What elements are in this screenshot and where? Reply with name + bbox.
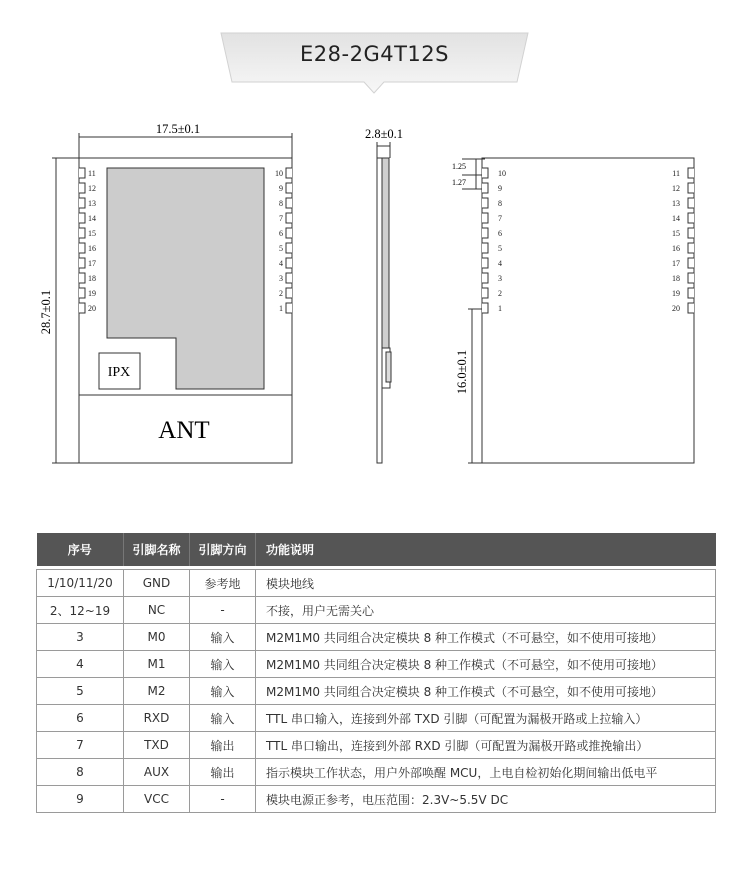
- table-row: [37, 732, 716, 759]
- pin-label-front-right: 2: [279, 289, 283, 298]
- pin-pad-back-left: [482, 273, 488, 283]
- pin-pad-back-right: [688, 243, 694, 253]
- pin-pad-front-left: [79, 273, 85, 283]
- header-function: 功能说明: [256, 533, 716, 566]
- pin-label-back-right: 16: [672, 244, 680, 253]
- pin-pad-back-right: [688, 183, 694, 193]
- pin-pad-front-right: [286, 183, 292, 193]
- thickness-dimension: 2.8±0.1: [364, 127, 404, 141]
- pin-label-back-left: 6: [498, 229, 502, 238]
- shield-can: [107, 168, 264, 389]
- pin-direction-cell: -: [190, 597, 256, 624]
- pin-name-cell: M2: [124, 678, 190, 705]
- pin-pad-front-right: [286, 303, 292, 313]
- function-cell: 不接，用户无需关心: [256, 597, 716, 624]
- pin-pad-front-left: [79, 258, 85, 268]
- pin-pad-back-left: [482, 258, 488, 268]
- module-title: E28-2G4T12S: [300, 42, 449, 66]
- pin-pad-front-right: [286, 168, 292, 178]
- pin-pad-back-right: [688, 228, 694, 238]
- function-cell: TTL 串口输入，连接到外部 TXD 引脚（可配置为漏极开路或上拉输入）: [256, 705, 716, 732]
- pin-label-back-left: 4: [498, 259, 502, 268]
- pin-label-front-left: 13: [88, 199, 96, 208]
- width-dimension: 17.5±0.1: [155, 122, 201, 136]
- pin-pad-back-right: [688, 168, 694, 178]
- pin-direction-cell: 输入: [190, 651, 256, 678]
- module-back-outline: [482, 158, 694, 463]
- pin-label-front-left: 11: [88, 169, 96, 178]
- pin-label-back-right: 11: [672, 169, 680, 178]
- pin-direction-cell: 输入: [190, 705, 256, 732]
- table-row: [37, 678, 716, 705]
- pin-pad-front-left: [79, 183, 85, 193]
- pin-label-front-right: 3: [279, 274, 283, 283]
- pin-pad-front-left: [79, 168, 85, 178]
- pin-name-cell: NC: [124, 597, 190, 624]
- pin-number-cell: 7: [37, 732, 124, 759]
- function-cell: M2M1M0 共同组合决定模块 8 种工作模式（不可悬空，如不使用可接地）: [256, 678, 716, 705]
- pin-name-cell: RXD: [124, 705, 190, 732]
- pin-direction-cell: 输入: [190, 678, 256, 705]
- ant-label: ANT: [158, 417, 210, 444]
- pin-pad-front-right: [286, 273, 292, 283]
- pin-pad-back-right: [688, 273, 694, 283]
- pin-direction-cell: 参考地: [190, 570, 256, 597]
- pin-number-cell: 3: [37, 624, 124, 651]
- pin-pad-back-left: [482, 168, 488, 178]
- pin-name-cell: M0: [124, 624, 190, 651]
- function-cell: 模块地线: [256, 570, 716, 597]
- ipx-label: IPX: [107, 365, 131, 380]
- pin-label-back-right: 20: [672, 304, 680, 313]
- table-row: [37, 597, 716, 624]
- header-pin-direction: 引脚方向: [190, 533, 256, 566]
- pin-label-front-left: 20: [88, 304, 96, 313]
- pin-direction-cell: 输出: [190, 732, 256, 759]
- table-header-row: [37, 533, 716, 566]
- pin-pad-front-left: [79, 288, 85, 298]
- pin-pad-back-left: [482, 243, 488, 253]
- table-row: [37, 651, 716, 678]
- pin-name-cell: VCC: [124, 786, 190, 813]
- edge-to-pin-dimension: 16.0±0.1: [455, 349, 469, 395]
- pin-label-front-left: 18: [88, 274, 96, 283]
- pin-label-back-right: 15: [672, 229, 680, 238]
- pin-label-back-right: 13: [672, 199, 680, 208]
- pin-pad-back-right: [688, 303, 694, 313]
- pin-number-cell: 1/10/11/20: [37, 570, 124, 597]
- pin-number-cell: 4: [37, 651, 124, 678]
- pin-label-front-left: 19: [88, 289, 96, 298]
- pin-pad-front-right: [286, 258, 292, 268]
- pin-pad-front-left: [79, 303, 85, 313]
- pin-pad-front-left: [79, 198, 85, 208]
- pin-name-cell: GND: [124, 570, 190, 597]
- pin-pad-front-left: [79, 228, 85, 238]
- pin-pad-front-left: [79, 243, 85, 253]
- pin-label-back-left: 7: [498, 214, 502, 223]
- pin-label-back-left: 3: [498, 274, 502, 283]
- pin-label-front-right: 10: [275, 169, 283, 178]
- pin-label-front-right: 6: [279, 229, 283, 238]
- function-cell: 模块电源正参考，电压范围：2.3V~5.5V DC: [256, 786, 716, 813]
- pin-direction-cell: 输出: [190, 759, 256, 786]
- pin-label-front-right: 8: [279, 199, 283, 208]
- table-row: [37, 570, 716, 597]
- height-dimension: 28.7±0.1: [39, 289, 53, 335]
- pin-pad-back-right: [688, 213, 694, 223]
- pin-number-cell: 5: [37, 678, 124, 705]
- pin-pad-front-right: [286, 213, 292, 223]
- header-pin-name: 引脚名称: [124, 533, 190, 566]
- side-pcb: [377, 158, 382, 463]
- pin-label-back-right: 12: [672, 184, 680, 193]
- pin-label-front-left: 16: [88, 244, 96, 253]
- pin-pad-back-left: [482, 228, 488, 238]
- pin-label-back-left: 9: [498, 184, 502, 193]
- pin-number-cell: 6: [37, 705, 124, 732]
- pin-label-back-right: 14: [672, 214, 680, 223]
- table-row: [37, 624, 716, 651]
- pin-label-front-right: 7: [279, 214, 283, 223]
- pin-pad-back-right: [688, 258, 694, 268]
- pitch-dimension-a: 1.25: [452, 162, 466, 171]
- pin-label-front-right: 4: [279, 259, 283, 268]
- pin-label-front-left: 14: [88, 214, 96, 223]
- pin-pad-back-left: [482, 288, 488, 298]
- pin-pad-back-left: [482, 303, 488, 313]
- pin-pad-front-right: [286, 243, 292, 253]
- pin-label-back-right: 17: [672, 259, 680, 268]
- pin-label-front-right: 1: [279, 304, 283, 313]
- pin-function-table: [36, 533, 716, 813]
- pin-label-back-left: 8: [498, 199, 502, 208]
- pin-label-back-right: 19: [672, 289, 680, 298]
- pin-label-back-left: 2: [498, 289, 502, 298]
- pin-label-back-left: 1: [498, 304, 502, 313]
- pin-label-back-right: 18: [672, 274, 680, 283]
- pin-direction-cell: -: [190, 786, 256, 813]
- pin-number-cell: 8: [37, 759, 124, 786]
- function-cell: M2M1M0 共同组合决定模块 8 种工作模式（不可悬空，如不使用可接地）: [256, 624, 716, 651]
- function-cell: M2M1M0 共同组合决定模块 8 种工作模式（不可悬空，如不使用可接地）: [256, 651, 716, 678]
- table-row: [37, 705, 716, 732]
- pin-number-cell: 2、12~19: [37, 597, 124, 624]
- table-row: [37, 786, 716, 813]
- pin-name-cell: TXD: [124, 732, 190, 759]
- pin-label-front-left: 15: [88, 229, 96, 238]
- pin-label-front-left: 17: [88, 259, 96, 268]
- pin-pad-front-left: [79, 213, 85, 223]
- header-no: 序号: [37, 533, 124, 566]
- pin-label-back-left: 10: [498, 169, 506, 178]
- pin-label-back-left: 5: [498, 244, 502, 253]
- pin-name-cell: M1: [124, 651, 190, 678]
- pin-pad-back-left: [482, 213, 488, 223]
- pin-label-front-right: 5: [279, 244, 283, 253]
- pin-number-cell: 9: [37, 786, 124, 813]
- pin-pad-front-right: [286, 228, 292, 238]
- table-row: [37, 759, 716, 786]
- pin-pad-front-right: [286, 198, 292, 208]
- function-cell: 指示模块工作状态，用户外部唤醒 MCU，上电自检初始化期间输出低电平: [256, 759, 716, 786]
- pin-pad-back-left: [482, 198, 488, 208]
- module-drawing: [0, 100, 750, 520]
- pin-pad-back-right: [688, 198, 694, 208]
- pin-direction-cell: 输入: [190, 624, 256, 651]
- pin-name-cell: AUX: [124, 759, 190, 786]
- pitch-dimension-b: 1.27: [452, 178, 466, 187]
- pin-label-front-right: 9: [279, 184, 283, 193]
- pin-label-front-left: 12: [88, 184, 96, 193]
- pin-pad-front-right: [286, 288, 292, 298]
- function-cell: TTL 串口输出，连接到外部 RXD 引脚（可配置为漏极开路或推挽输出）: [256, 732, 716, 759]
- pin-pad-back-left: [482, 183, 488, 193]
- pin-pad-back-right: [688, 288, 694, 298]
